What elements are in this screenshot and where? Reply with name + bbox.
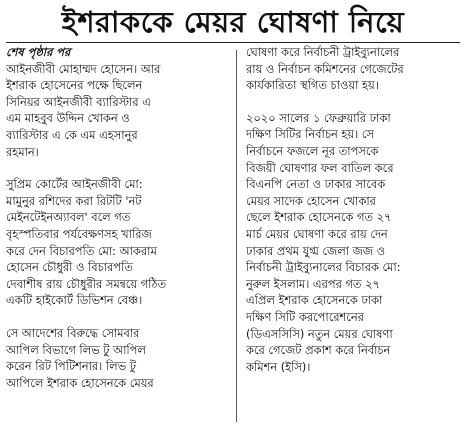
text-line: রায় ও নির্বাচন কমিশনের গেজেটের: [246, 61, 404, 76]
text-line: এম মাহবুব উদ্দিন খোকন ও: [6, 111, 130, 126]
text-line: রহমান।: [6, 144, 39, 159]
text-line: সে আদেশের বিরুদ্ধে সোমবার: [6, 325, 140, 340]
text-line: কমিশন (ইসি)।: [246, 359, 311, 374]
text-line: একটি হাইকোর্ট ডিভিশন বেঞ্চ।: [6, 293, 143, 308]
paragraph-leave-to-appeal: [6, 325, 228, 391]
paragraph-gap: [6, 160, 228, 176]
paragraph-election-background: [246, 110, 460, 376]
text-line: সুপ্রিম কোর্টের আইনজীবী মো:: [6, 177, 143, 192]
text-line: নির্বাচনী ট্রাইব্যুনালের বিচারক মো:: [246, 260, 401, 275]
text-line: আইনজীবী মোহাম্মদ হোসেন। আর: [6, 61, 161, 76]
text-line: করেন রিট পিটিশনার। লিভ টু: [6, 359, 136, 374]
text-line: বিএনপি নেতা ও ঢাকার সাবেক: [246, 177, 386, 192]
text-line: করে দেন বিচারপতি মো: আকরাম: [6, 243, 157, 258]
continued-from-kicker: শেষ পৃষ্ঠার পর: [6, 45, 71, 59]
text-line: নির্বাচনে ফজলে নূর তাপসকে: [246, 143, 379, 158]
paragraph-gap: [246, 94, 460, 110]
headline: ইশরাককে মেয়র ঘোষণা নিয়ে: [61, 5, 405, 39]
text-line: ২০২০ সালের ১ ফেব্রুয়ারি ঢাকা: [246, 110, 391, 125]
text-line: দক্ষিণ সিটির নির্বাচন হয়। সে: [246, 127, 374, 142]
text-line: দক্ষিণ সিটি করপোরেশনের: [246, 309, 364, 324]
text-line: মামুনুর রশিদের করা রিটটি 'নট: [6, 193, 142, 208]
left-column: [6, 44, 228, 391]
text-line: নুরুল ইসলাম। এরপর গত ২৭: [246, 276, 380, 291]
text-line: মেইনটেইনঅ্যাবল' বলে গত: [6, 210, 131, 225]
text-line: করে গেজেট প্রকাশ করে নির্বাচন: [246, 343, 391, 358]
text-line: সিনিয়র আইনজীবী ব্যারিস্টার এ: [6, 94, 151, 109]
paragraph-writ-dismissed: [6, 176, 228, 309]
text-line: আপিলে ইশরাক হোসেনকে মেয়র: [6, 375, 154, 390]
text-line: আপিল বিভাগে লিভ টু আপিল: [6, 342, 146, 357]
text-line: ইশরাক হোসেনের পক্ষে ছিলেন: [6, 78, 143, 93]
text-line: মেয়র সাদেক হোসেন খোকার: [246, 193, 376, 208]
text-line: ঘোষণা করে নির্বাচনী ট্রাইব্যুনালের: [246, 45, 400, 59]
headline-rule: [6, 42, 460, 43]
paragraph-lawyers: [6, 61, 228, 161]
column-divider: [236, 50, 237, 422]
text-line: (ডিএসসিসি) নতুন মেয়র ঘোষণা: [246, 326, 393, 341]
text-line: কার্যকারিতা স্থগিত চাওয়া হয়।: [246, 78, 379, 93]
text-line: ছেলে ইশরাক হোসেনকে গত ২৭: [246, 210, 392, 225]
text-line: দেবাশীষ রায় চৌধুরীর সমন্বয়ে গঠিত: [6, 276, 167, 291]
text-line: এপ্রিল ইশরাক হোসেনকে ঢাকা: [246, 293, 383, 308]
text-line: হোসেন চৌধুরী ও বিচারপতি: [6, 260, 133, 275]
text-line: ঢাকার প্রথম যুগ্ম জেলা জজ ও: [246, 243, 385, 258]
paragraph-gap: [6, 309, 228, 325]
text-line: মার্চ মেয়র ঘোষণা করে রায় দেন: [246, 226, 388, 241]
text-line: বৃহস্পতিবার পর্যবেক্ষণসহ খারিজ: [6, 226, 152, 241]
text-line: বিজয়ী ঘোষণার ফল বাতিল করে: [246, 160, 394, 175]
right-column: [246, 44, 460, 375]
text-line: ব্যারিস্টার এ কে এম এহসানুর: [6, 127, 138, 142]
paragraph-stay-sought: [246, 44, 460, 94]
